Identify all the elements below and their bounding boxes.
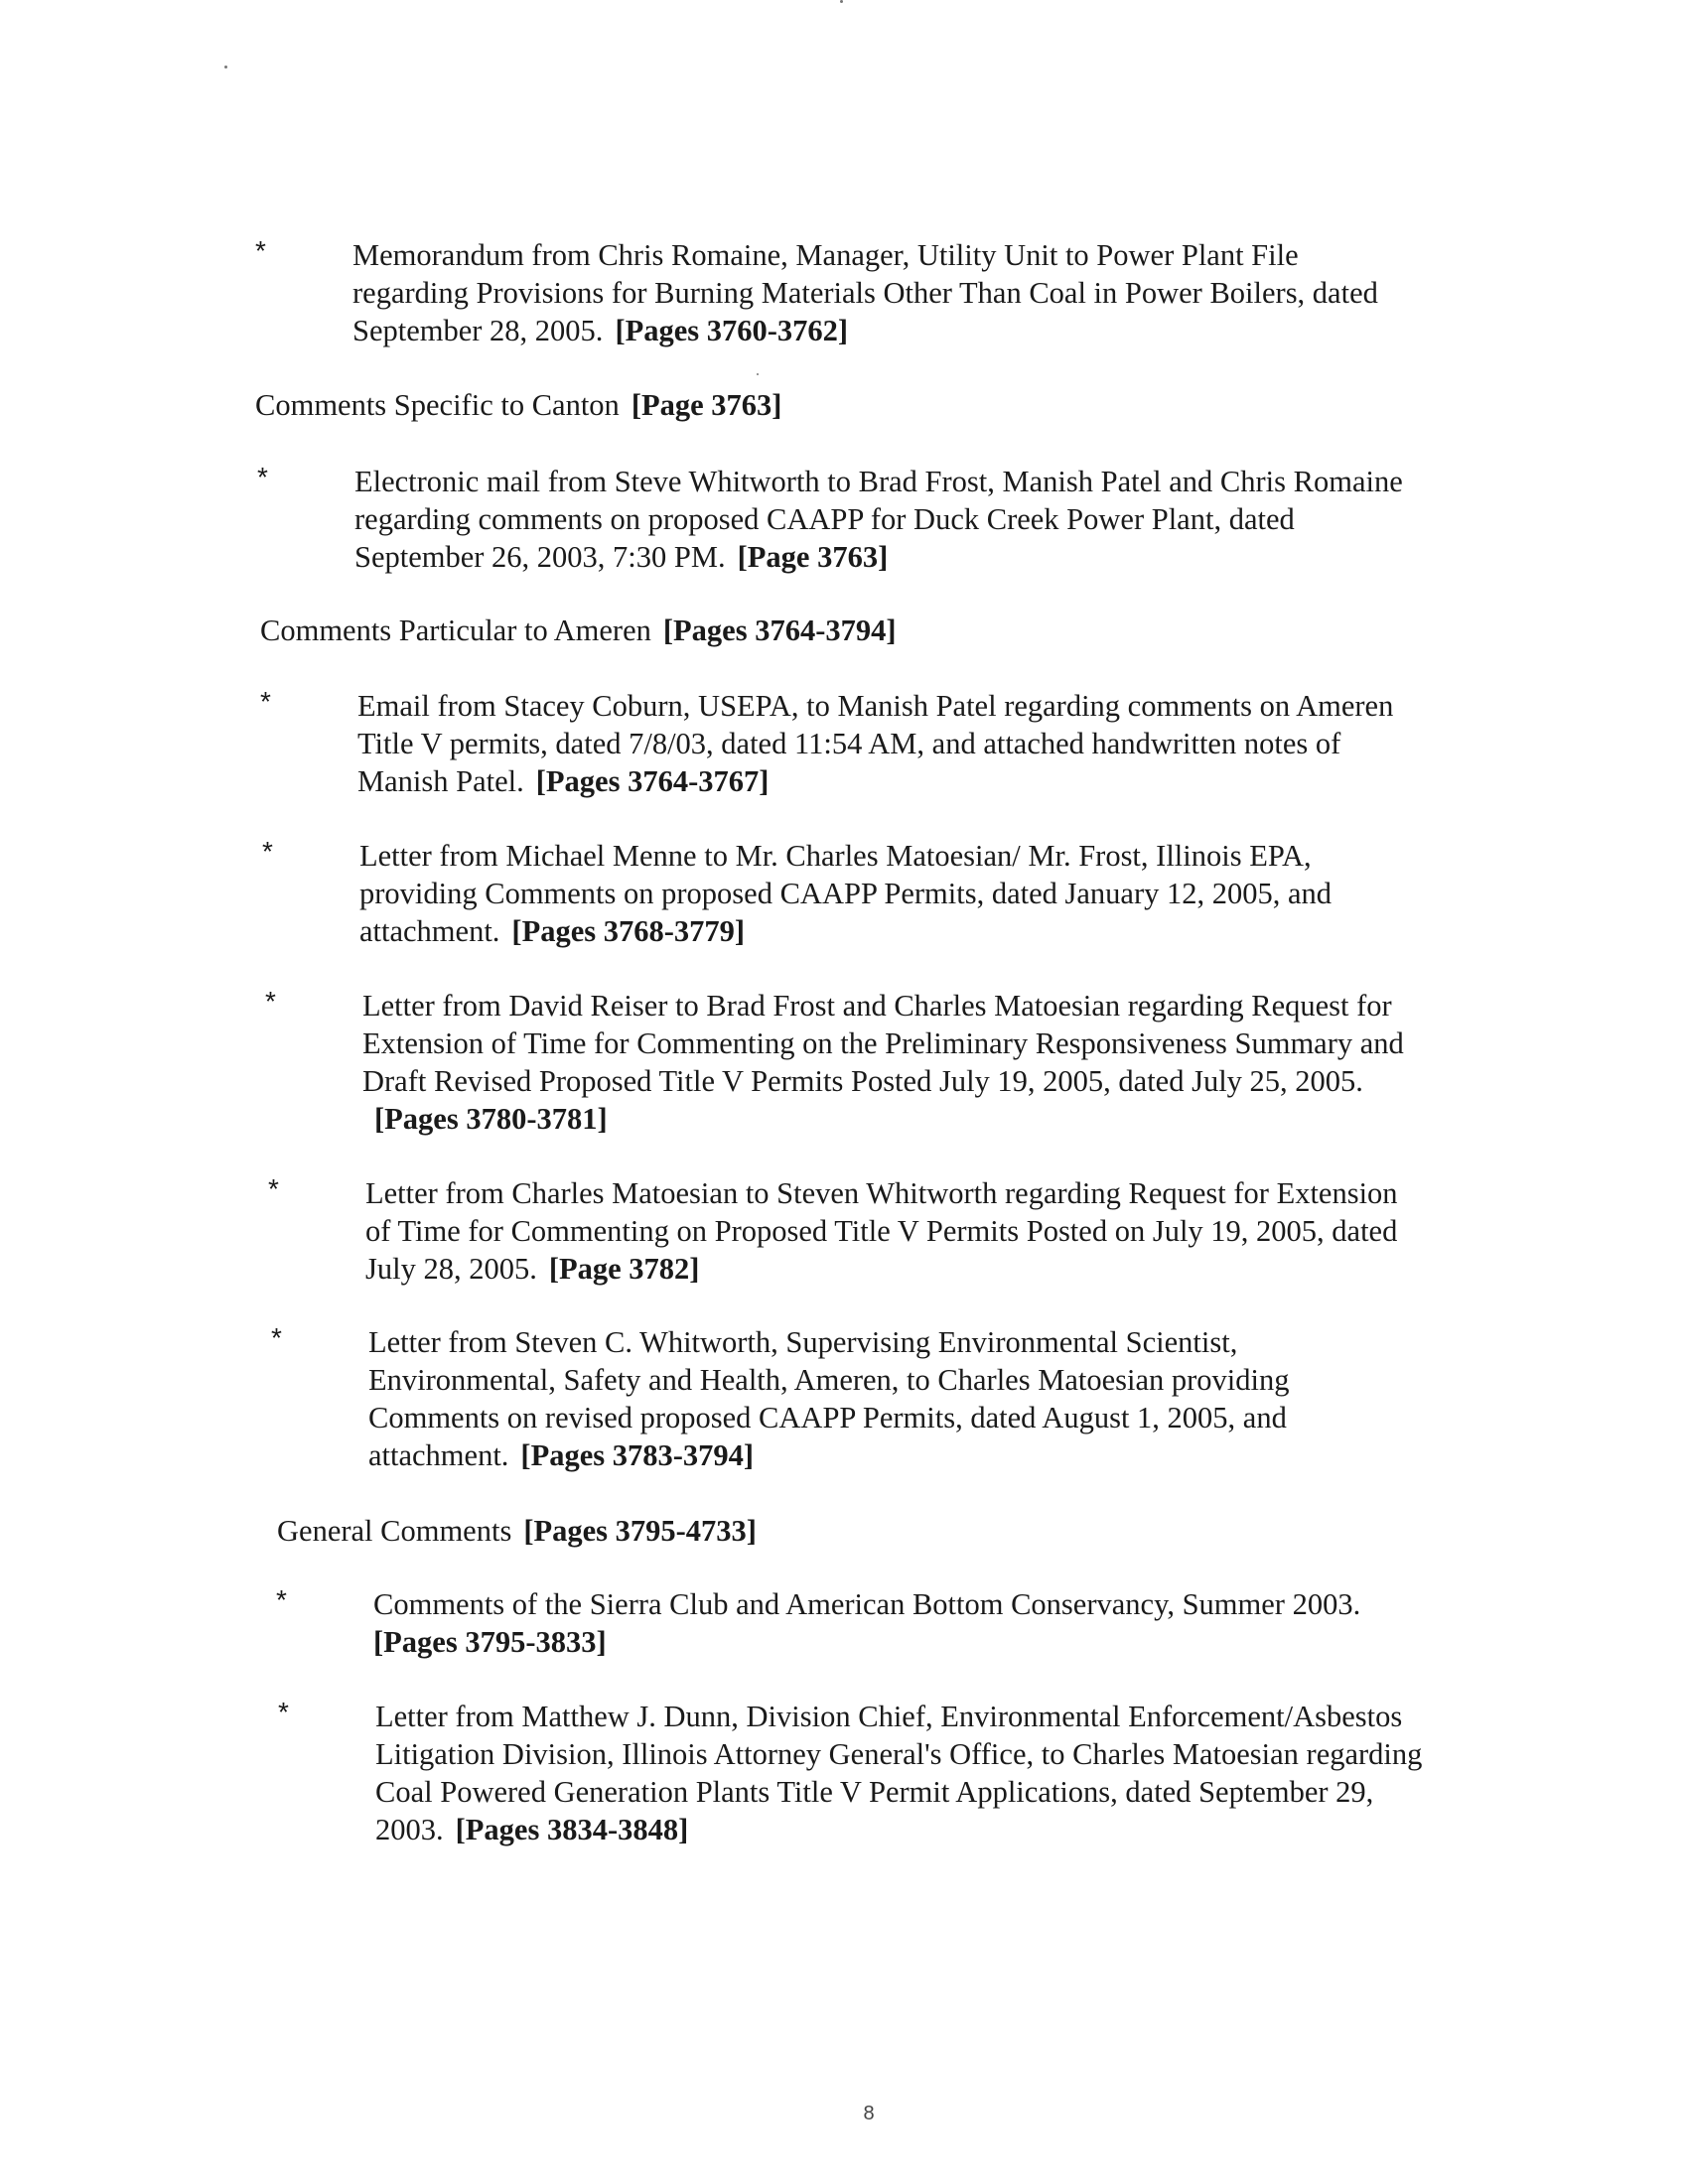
page-reference: [Pages 3764-3767] xyxy=(535,764,770,798)
item-text: Letter from David Reiser to Brad Frost and Charles Matoesian regarding Request for Extension of Time for Commenting on the Preliminary Responsiveness Summary and Draft Revised Proposed Title V Permits Posted July 19, 2005, dated July 25, 2005. xyxy=(362,989,1404,1098)
bullet-star: * xyxy=(262,836,273,867)
scan-speck xyxy=(224,66,227,68)
page-reference: [Page 3782] xyxy=(548,1252,700,1286)
section-heading xyxy=(255,386,781,424)
page-reference: [Pages 3795-4733] xyxy=(523,1514,757,1548)
list-item xyxy=(268,1173,1418,1288)
item-text: Letter from Steven C. Whitworth, Supervising Environmental Scientist, Environmental, Safety and Health, Ameren, to Charles Matoesian providing Comments on revised proposed CAAPP Permits, dated August 1, 2005, and attachment. xyxy=(368,1325,1290,1472)
list-item xyxy=(260,686,1425,800)
section-heading xyxy=(277,1512,757,1550)
scan-speck xyxy=(757,373,759,375)
list-item xyxy=(278,1697,1428,1848)
list-item xyxy=(255,235,1390,349)
item-text: Comments of the Sierra Club and American Bottom Conservancy, Summer 2003. xyxy=(373,1587,1361,1621)
item-text: Letter from Charles Matoesian to Steven Whitworth regarding Request for Extension of Time for Commenting on Proposed Title V Permits Posted on July 19, 2005, dated July 28, 2005. xyxy=(365,1176,1398,1286)
heading-text: Comments Particular to Ameren xyxy=(260,614,651,647)
bullet-star: * xyxy=(257,462,268,492)
item-text: Memorandum from Chris Romaine, Manager, Utility Unit to Power Plant File regarding Provisions for Burning Materials Other Than Coal in Power Boilers, dated September 28, 2005. xyxy=(352,238,1378,347)
bullet-star: * xyxy=(276,1584,287,1615)
bullet-star: * xyxy=(255,235,266,266)
bullet-star: * xyxy=(265,986,276,1017)
heading-text: General Comments xyxy=(277,1514,512,1548)
item-text: Email from Stacey Coburn, USEPA, to Manish Patel regarding comments on Ameren Title V permits, dated 7/8/03, dated 11:54 AM, and attached handwritten notes of Manish Patel. xyxy=(357,689,1394,798)
page-reference: [Pages 3795-3833] xyxy=(373,1625,607,1659)
page-reference: [Pages 3764-3794] xyxy=(662,614,897,647)
page-reference: [Page 3763] xyxy=(631,388,782,422)
page-reference: [Pages 3783-3794] xyxy=(520,1438,755,1472)
section-heading xyxy=(260,612,897,649)
item-text: Letter from Matthew J. Dunn, Division Chief, Environmental Enforcement/Asbestos Litigation Division, Illinois Attorney General's Office, to Charles Matoesian regarding Coal Powered Generation Plants Title V Permit Applications, dated September 29, 2003. xyxy=(375,1700,1423,1846)
list-item xyxy=(257,462,1407,576)
page-reference: [Pages 3780-3781] xyxy=(374,1102,608,1136)
bullet-star: * xyxy=(278,1697,289,1727)
list-item xyxy=(276,1584,1436,1661)
bullet-star: * xyxy=(260,686,271,717)
bullet-star: * xyxy=(268,1173,279,1204)
list-item xyxy=(262,836,1397,950)
page-number: 8 xyxy=(863,2103,875,2124)
list-item xyxy=(271,1322,1391,1474)
page-reference: [Page 3763] xyxy=(737,540,889,574)
item-text: Letter from Michael Menne to Mr. Charles Matoesian/ Mr. Frost, Illinois EPA, providing Comments on proposed CAAPP Permits, dated January 12, 2005, and attachment. xyxy=(359,839,1333,948)
bullet-star: * xyxy=(271,1322,282,1353)
page-reference: [Pages 3768-3779] xyxy=(511,914,746,948)
page-reference: [Pages 3760-3762] xyxy=(615,314,849,347)
scan-speck xyxy=(840,0,843,3)
page-reference: [Pages 3834-3848] xyxy=(455,1813,689,1846)
item-text: Electronic mail from Steve Whitworth to Brad Frost, Manish Patel and Chris Romaine regarding comments on proposed CAAPP for Duck Creek Power Plant, dated September 26, 2003, 7:30 PM. xyxy=(354,465,1403,574)
heading-text: Comments Specific to Canton xyxy=(255,388,620,422)
list-item xyxy=(265,986,1430,1138)
